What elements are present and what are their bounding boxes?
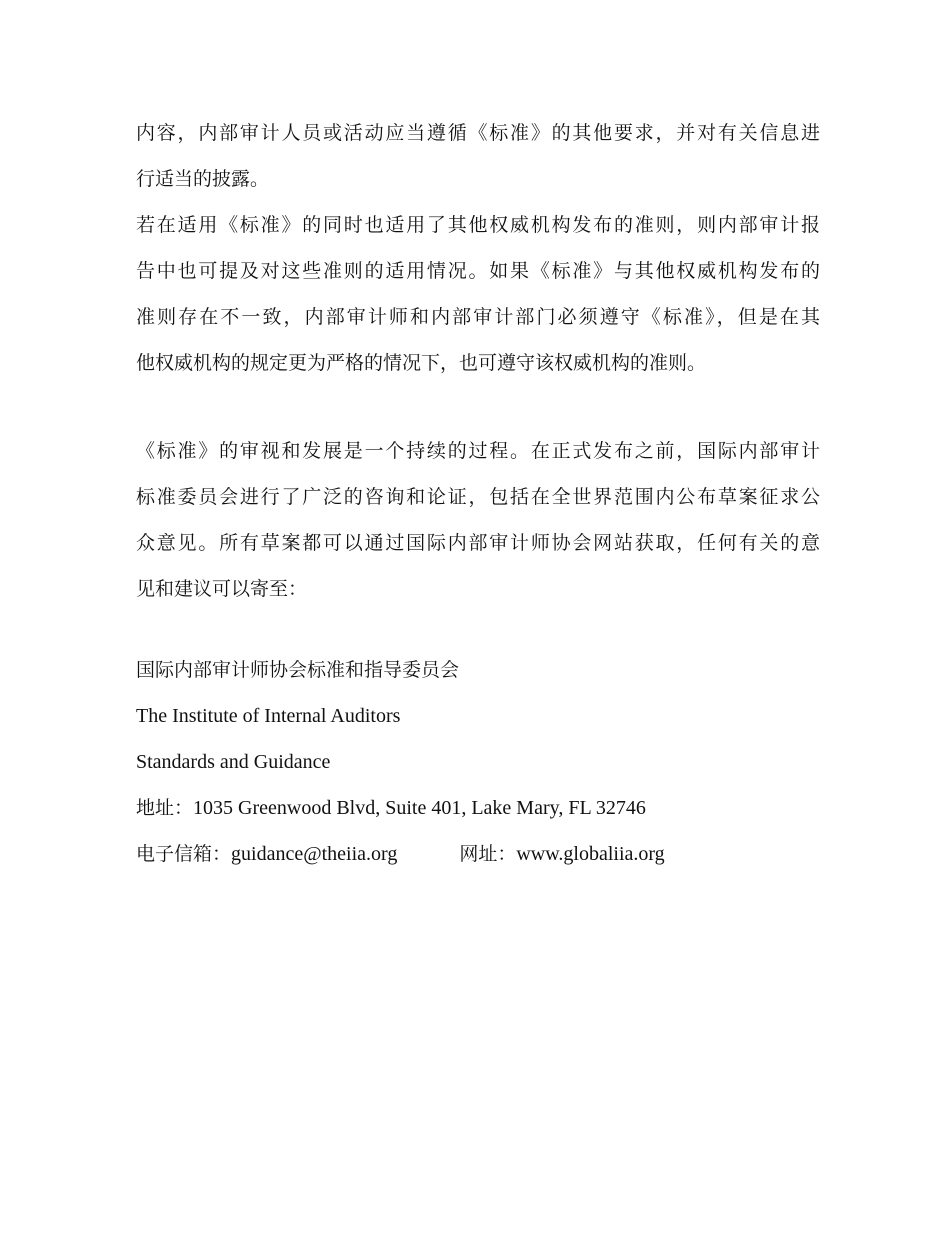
paragraph-line: 他权威机构的规定更为严格的情况下，也可遵守该权威机构的准则。 <box>136 352 707 374</box>
paragraph-line: 见和建议可以寄至： <box>136 578 308 600</box>
paragraph-line: 内容，内部审计人员或活动应当遵循《标准》的其他要求，并对有关信息进 <box>136 122 820 144</box>
org-name-cn: 国际内部审计师协会标准和指导委员会 <box>136 659 460 681</box>
website-entry <box>459 842 664 866</box>
spacer <box>136 612 820 658</box>
paragraph-line: 告中也可提及对这些准则的适用情况。如果《标准》与其他权威机构发布的 <box>136 260 820 282</box>
org-name-en: The Institute of Internal Auditors <box>136 705 401 727</box>
website-label: 网址： <box>459 843 517 865</box>
email-label: 电子信箱： <box>136 843 232 865</box>
address-label: 地址： <box>136 797 194 819</box>
contact-block <box>136 658 820 866</box>
paragraph-3 <box>136 428 820 612</box>
paragraph-line: 众意见。所有草案都可以通过国际内部审计师协会网站获取，任何有关的意 <box>136 532 820 554</box>
paragraph-line: 行适当的披露。 <box>136 168 270 190</box>
contact-line <box>136 842 820 866</box>
address-value: 1035 Greenwood Blvd, Suite 401, Lake Mary, FL 32746 <box>193 797 646 819</box>
paragraph-line: 《标准》的审视和发展是一个持续的过程。在正式发布之前，国际内部审计 <box>136 440 820 462</box>
paragraph-line: 准则存在不一致，内部审计师和内部审计部门必须遵守《标准》，但是在其 <box>136 306 820 328</box>
spacer <box>136 386 820 428</box>
website-link[interactable]: www.globaliia.org <box>516 843 665 865</box>
document-page <box>136 110 820 866</box>
department-name: Standards and Guidance <box>136 751 331 773</box>
paragraph-2 <box>136 202 820 386</box>
email-entry <box>136 842 397 866</box>
paragraph-line: 若在适用《标准》的同时也适用了其他权威机构发布的准则，则内部审计报 <box>136 214 820 236</box>
email-link[interactable]: guidance@theiia.org <box>231 843 398 865</box>
contact-spacer <box>397 842 459 866</box>
mailing-address <box>136 796 820 820</box>
paragraph-line: 标准委员会进行了广泛的咨询和论证，包括在全世界范围内公布草案征求公 <box>136 486 820 508</box>
paragraph-1 <box>136 110 820 202</box>
